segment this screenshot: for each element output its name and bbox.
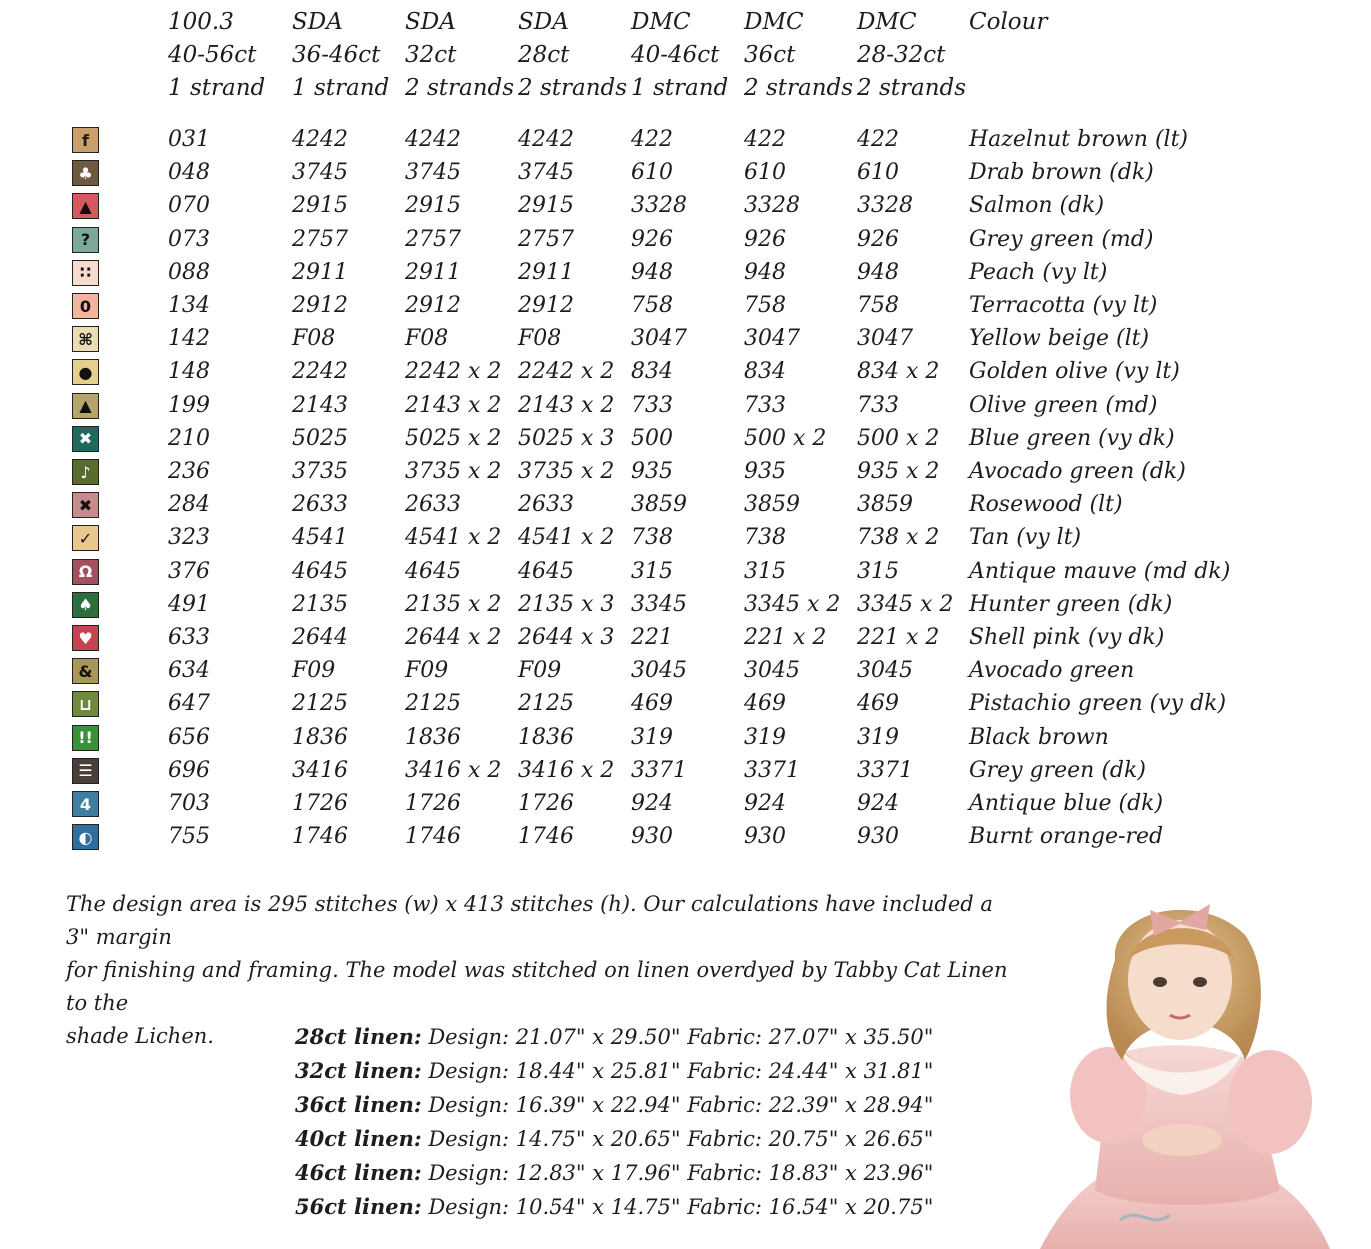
thread-number: 2125 [518,691,574,717]
left-eye [1153,977,1167,987]
thread-number: 2125 [292,691,348,717]
thread-number: F08 [405,326,449,352]
thread-number: 948 [857,259,899,285]
thread-number: 2915 [405,193,461,219]
thread-number: 070 [168,193,210,219]
stitch-symbol-icon: !! [72,725,99,751]
thread-number: 3371 [631,757,687,783]
thread-number: 319 [744,724,786,750]
thread-number: 834 [744,359,786,385]
thread-number: 148 [168,359,210,385]
thread-number: 926 [631,226,673,252]
header-cell: 2 strands [405,75,515,101]
stitch-symbol-icon: ♥ [72,625,99,651]
thread-number: 633 [168,625,210,650]
note-line: The design area is 295 stitches (w) x 413 stitches (h). Our calculations have included a 3" margin [66,892,993,949]
colour-name: Shell pink (vy dk) [969,625,1165,650]
thread-number: 3735 x 2 [518,459,615,484]
thread-number: 2633 [405,492,461,518]
stitch-symbol-icon: ♠ [72,592,99,618]
thread-number: 2912 [405,293,461,318]
table-row [0,123,1371,156]
header-cell: 1 strand [292,75,390,101]
thread-number: 2915 [292,193,348,219]
thread-number: 935 [631,459,673,484]
fabric-dimensions: Design: 14.75" x 20.65" Fabric: 20.75" x 26.65" [428,1127,934,1151]
thread-number: 3328 [857,193,913,219]
thread-number: 319 [631,724,673,750]
colour-name: Blue green (vy dk) [969,425,1175,451]
fabric-dimensions: Design: 12.83" x 17.96" Fabric: 18.83" x 23.96" [428,1161,934,1185]
colour-name: Hunter green (dk) [969,591,1173,617]
fabric-count-label: 46ct linen: [295,1160,422,1185]
table-row [0,389,1371,422]
header-cell: 1 strand [631,75,729,101]
thread-number: 733 [857,392,899,418]
thread-number: 4541 x 2 [518,525,615,551]
header-cell: 36ct [744,42,796,68]
thread-number: 319 [857,724,899,750]
thread-number: 199 [168,392,210,418]
thread-number: 4645 [405,558,461,584]
thread-number: 1726 [405,791,461,816]
thread-number: 1746 [292,824,348,850]
thread-number: 948 [744,259,786,285]
thread-number: 2125 [405,691,461,717]
fabric-count-label: 28ct linen: [295,1024,422,1049]
thread-number: 422 [744,127,786,152]
thread-number: 4541 x 2 [405,525,502,551]
header-cell: 28-32ct [857,42,946,68]
header-cell: 2 strands [857,75,967,101]
fabric-count-label: 32ct linen: [295,1058,422,1083]
thread-number: 656 [168,724,210,750]
colour-name: Avocado green (dk) [969,459,1186,484]
thread-number: 738 [631,525,673,551]
stitch-symbol-icon: 0 [72,293,99,319]
thread-number: 469 [857,691,899,717]
thread-number: 1726 [292,791,348,816]
table-row [0,156,1371,189]
thread-number: 315 [631,558,673,584]
thread-number: F08 [518,326,562,352]
thread-number: 3045 [744,658,800,684]
thread-number: 1836 [292,724,348,750]
colour-name: Hazelnut brown (lt) [969,127,1189,152]
thread-number: 935 [744,459,786,484]
thread-number: 696 [168,757,210,783]
thread-number: 3735 [292,459,348,484]
thread-number: 834 x 2 [857,359,940,385]
thread-number: 3328 [744,193,800,219]
fabric-count-label: 36ct linen: [295,1092,422,1117]
thread-number: 4242 [405,127,461,152]
stitch-symbol-icon: ⊔ [72,691,99,717]
header-cell: SDA [405,9,456,35]
fabric-size-row [295,1190,933,1224]
table-row [0,521,1371,554]
thread-number: 733 [631,392,673,418]
thread-number: 2135 x 3 [518,591,615,617]
colour-name: Salmon (dk) [969,193,1105,219]
colour-name: Drab brown (dk) [969,160,1154,186]
thread-number: 610 [857,160,899,186]
fabric-count-label: 40ct linen: [295,1126,422,1151]
table-row [0,455,1371,488]
thread-number: 647 [168,691,210,717]
table-row [0,189,1371,222]
fabric-size-list [295,1020,933,1224]
thread-number: 2143 x 2 [405,392,502,418]
thread-number: 3371 [744,757,800,783]
thread-number: 315 [744,558,786,584]
thread-number: 2143 [292,392,348,418]
table-row [0,687,1371,720]
table-row [0,488,1371,521]
table-row [0,621,1371,654]
thread-number: F08 [292,326,336,352]
stitch-symbol-icon: ⌘ [72,326,99,352]
thread-number: 500 x 2 [857,425,940,451]
thread-number: F09 [405,658,449,684]
thread-number: 924 [857,791,899,816]
thread-number: 3735 x 2 [405,459,502,484]
thread-number: 755 [168,824,210,850]
table-row [0,820,1371,853]
thread-number: 3045 [631,658,687,684]
thread-number: 3328 [631,193,687,219]
thread-number: 3745 [292,160,348,186]
fabric-dimensions: Design: 21.07" x 29.50" Fabric: 27.07" x 35.50" [428,1025,934,1049]
thread-number: 2644 [292,625,348,650]
thread-number: 2135 [292,591,348,617]
thread-number: 758 [631,293,673,318]
stitch-symbol-icon: ∷ [72,260,99,286]
thread-number: 500 x 2 [744,425,827,451]
thread-number: 703 [168,791,210,816]
thread-number: 5025 x 3 [518,425,615,451]
header-cell: Colour [969,9,1048,35]
thread-number: 930 [631,824,673,850]
stitch-symbol-icon: ♪ [72,459,99,485]
thread-number: 930 [857,824,899,850]
thread-number: 2911 [292,259,348,285]
thread-number: 2242 [292,359,348,385]
colour-name: Yellow beige (lt) [969,326,1150,352]
header-line [0,39,1371,72]
stitch-symbol-icon: & [72,658,99,684]
thread-number: 3416 x 2 [405,757,502,783]
thread-number: 323 [168,525,210,551]
fabric-dimensions: Design: 16.39" x 22.94" Fabric: 22.39" x 28.94" [428,1093,934,1117]
thread-number: 935 x 2 [857,459,940,484]
stitch-symbol-icon: ✓ [72,525,99,551]
colour-name: Rosewood (lt) [969,492,1123,518]
thread-number: 924 [631,791,673,816]
stitch-symbol-icon: 4 [72,791,99,817]
girl-portrait-image [1000,890,1371,1249]
thread-number: 422 [631,127,673,152]
thread-number: 1836 [405,724,461,750]
thread-number: 500 [631,425,673,451]
thread-number: 142 [168,326,210,352]
thread-number: 2143 x 2 [518,392,615,418]
stitch-symbol-icon: f [72,127,99,153]
thread-number: 926 [744,226,786,252]
header-cell: 40-56ct [168,42,257,68]
thread-number: 2644 x 3 [518,625,615,650]
fabric-dimensions: Design: 18.44" x 25.81" Fabric: 24.44" x 31.81" [428,1059,934,1083]
thread-number: 2242 x 2 [518,359,615,385]
thread-number: 2633 [518,492,574,518]
thread-number: 610 [744,160,786,186]
thread-number: 221 x 2 [857,625,940,650]
thread-number: 3745 [518,160,574,186]
thread-number: 948 [631,259,673,285]
colour-name: Antique blue (dk) [969,791,1164,816]
thread-number: 758 [857,293,899,318]
header-cell: 32ct [405,42,457,68]
thread-number: 5025 x 2 [405,425,502,451]
colour-name: Black brown [969,724,1109,750]
note-line: for finishing and framing. The model was stitched on linen overdyed by Tabby Cat Linen to the [66,958,1008,1015]
thread-number: 236 [168,459,210,484]
thread-number: 3416 [292,757,348,783]
colour-name: Golden olive (vy lt) [969,359,1180,385]
thread-number: 834 [631,359,673,385]
thread-number: 315 [857,558,899,584]
colour-name: Avocado green [969,658,1135,684]
thread-number: 284 [168,492,210,518]
header-cell: 2 strands [518,75,628,101]
colour-name: Antique mauve (md dk) [969,558,1231,584]
table-row [0,289,1371,322]
thread-number: 924 [744,791,786,816]
header-cell: 1 strand [168,75,266,101]
thread-number: 221 [631,625,673,650]
thread-number: 2915 [518,193,574,219]
thread-number: 422 [857,127,899,152]
stitch-symbol-icon: ◐ [72,824,99,850]
table-row [0,223,1371,256]
thread-number: 3859 [631,492,687,518]
header-cell: DMC [744,9,804,35]
thread-number: 733 [744,392,786,418]
stitch-symbol-icon: ▲ [72,393,99,419]
header-cell: 100.3 [168,9,234,35]
table-row [0,256,1371,289]
thread-number: 3416 x 2 [518,757,615,783]
thread-number: 1746 [405,824,461,850]
stitch-symbol-icon: ? [72,227,99,253]
thread-number: 4242 [292,127,348,152]
thread-number: 738 [744,525,786,551]
colour-name: Grey green (dk) [969,757,1146,783]
fabric-size-row [295,1020,933,1054]
table-row [0,654,1371,687]
colour-name: Olive green (md) [969,392,1158,418]
table-row [0,754,1371,787]
thread-number: 2911 [405,259,461,285]
colour-name: Grey green (md) [969,226,1154,252]
thread-number: 088 [168,259,210,285]
header-cell: 40-46ct [631,42,720,68]
note-line: shade Lichen. [66,1024,214,1048]
right-sleeve [1228,1050,1312,1154]
thread-number: 2757 [405,226,461,252]
thread-number: 2757 [292,226,348,252]
fabric-size-row [295,1054,933,1088]
thread-number: 3047 [744,326,800,352]
header-cell: 28ct [518,42,570,68]
thread-number: F09 [518,658,562,684]
thread-number: 3345 [631,591,687,617]
thread-number: 926 [857,226,899,252]
thread-number: 221 x 2 [744,625,827,650]
thread-number: 2757 [518,226,574,252]
stitch-symbol-icon: Ω [72,559,99,585]
header-cell: DMC [631,9,691,35]
fabric-size-row [295,1088,933,1122]
thread-number: 073 [168,226,210,252]
thread-number: 3345 x 2 [744,591,841,617]
header-cell: DMC [857,9,917,35]
thread-number: 469 [631,691,673,717]
thread-number: 4645 [292,558,348,584]
fabric-size-row [295,1122,933,1156]
stitch-symbol-icon: ♣ [72,160,99,186]
fabric-dimensions: Design: 10.54" x 14.75" Fabric: 16.54" x 20.75" [428,1195,934,1219]
thread-number: 3745 [405,160,461,186]
header-line [0,6,1371,39]
thread-number: F09 [292,658,336,684]
thread-number: 610 [631,160,673,186]
thread-number: 2135 x 2 [405,591,502,617]
thread-number: 2242 x 2 [405,359,502,385]
stitch-symbol-icon: ✖ [72,426,99,452]
stitch-symbol-icon: ✖ [72,492,99,518]
table-row [0,555,1371,588]
thread-number: 048 [168,160,210,186]
thread-number: 210 [168,425,210,451]
thread-number: 634 [168,658,210,684]
colour-name: Tan (vy lt) [969,525,1082,551]
header-cell: SDA [292,9,343,35]
thread-number: 3047 [631,326,687,352]
table-row [0,588,1371,621]
thread-number: 3859 [857,492,913,518]
thread-number: 3345 x 2 [857,591,954,617]
thread-number: 2912 [518,293,574,318]
table-row [0,355,1371,388]
thread-number: 1836 [518,724,574,750]
thread-number: 376 [168,558,210,584]
thread-number: 758 [744,293,786,318]
stitch-symbol-icon: ▲ [72,193,99,219]
thread-number: 4242 [518,127,574,152]
stitch-symbol-icon: ● [72,359,99,385]
thread-number: 1746 [518,824,574,850]
thread-number: 3045 [857,658,913,684]
table-row [0,322,1371,355]
table-row [0,721,1371,754]
header-line [0,72,1371,105]
colour-name: Burnt orange-red [969,824,1164,850]
thread-number: 2911 [518,259,574,285]
thread-number: 5025 [292,425,348,451]
thread-number: 3371 [857,757,913,783]
thread-number: 2912 [292,293,348,318]
thread-number: 3859 [744,492,800,518]
colour-name: Pistachio green (vy dk) [969,691,1227,717]
thread-number: 469 [744,691,786,717]
thread-number: 031 [168,127,210,152]
colour-name: Peach (vy lt) [969,259,1108,285]
thread-number: 2644 x 2 [405,625,502,650]
thread-number: 2633 [292,492,348,518]
header-cell: 36-46ct [292,42,381,68]
hands [1142,1124,1222,1156]
fabric-size-row [295,1156,933,1190]
thread-number: 3047 [857,326,913,352]
header-cell: 2 strands [744,75,854,101]
thread-number: 930 [744,824,786,850]
thread-number: 134 [168,293,210,318]
table-row [0,787,1371,820]
thread-number: 738 x 2 [857,525,940,551]
table-row [0,422,1371,455]
thread-number: 4541 [292,525,348,551]
thread-number: 1726 [518,791,574,816]
stitch-symbol-icon: ☰ [72,758,99,784]
right-eye [1193,977,1207,987]
colour-name: Terracotta (vy lt) [969,293,1158,318]
thread-number: 4645 [518,558,574,584]
fabric-count-label: 56ct linen: [295,1194,422,1219]
thread-number: 491 [168,591,210,617]
header-cell: SDA [518,9,569,35]
